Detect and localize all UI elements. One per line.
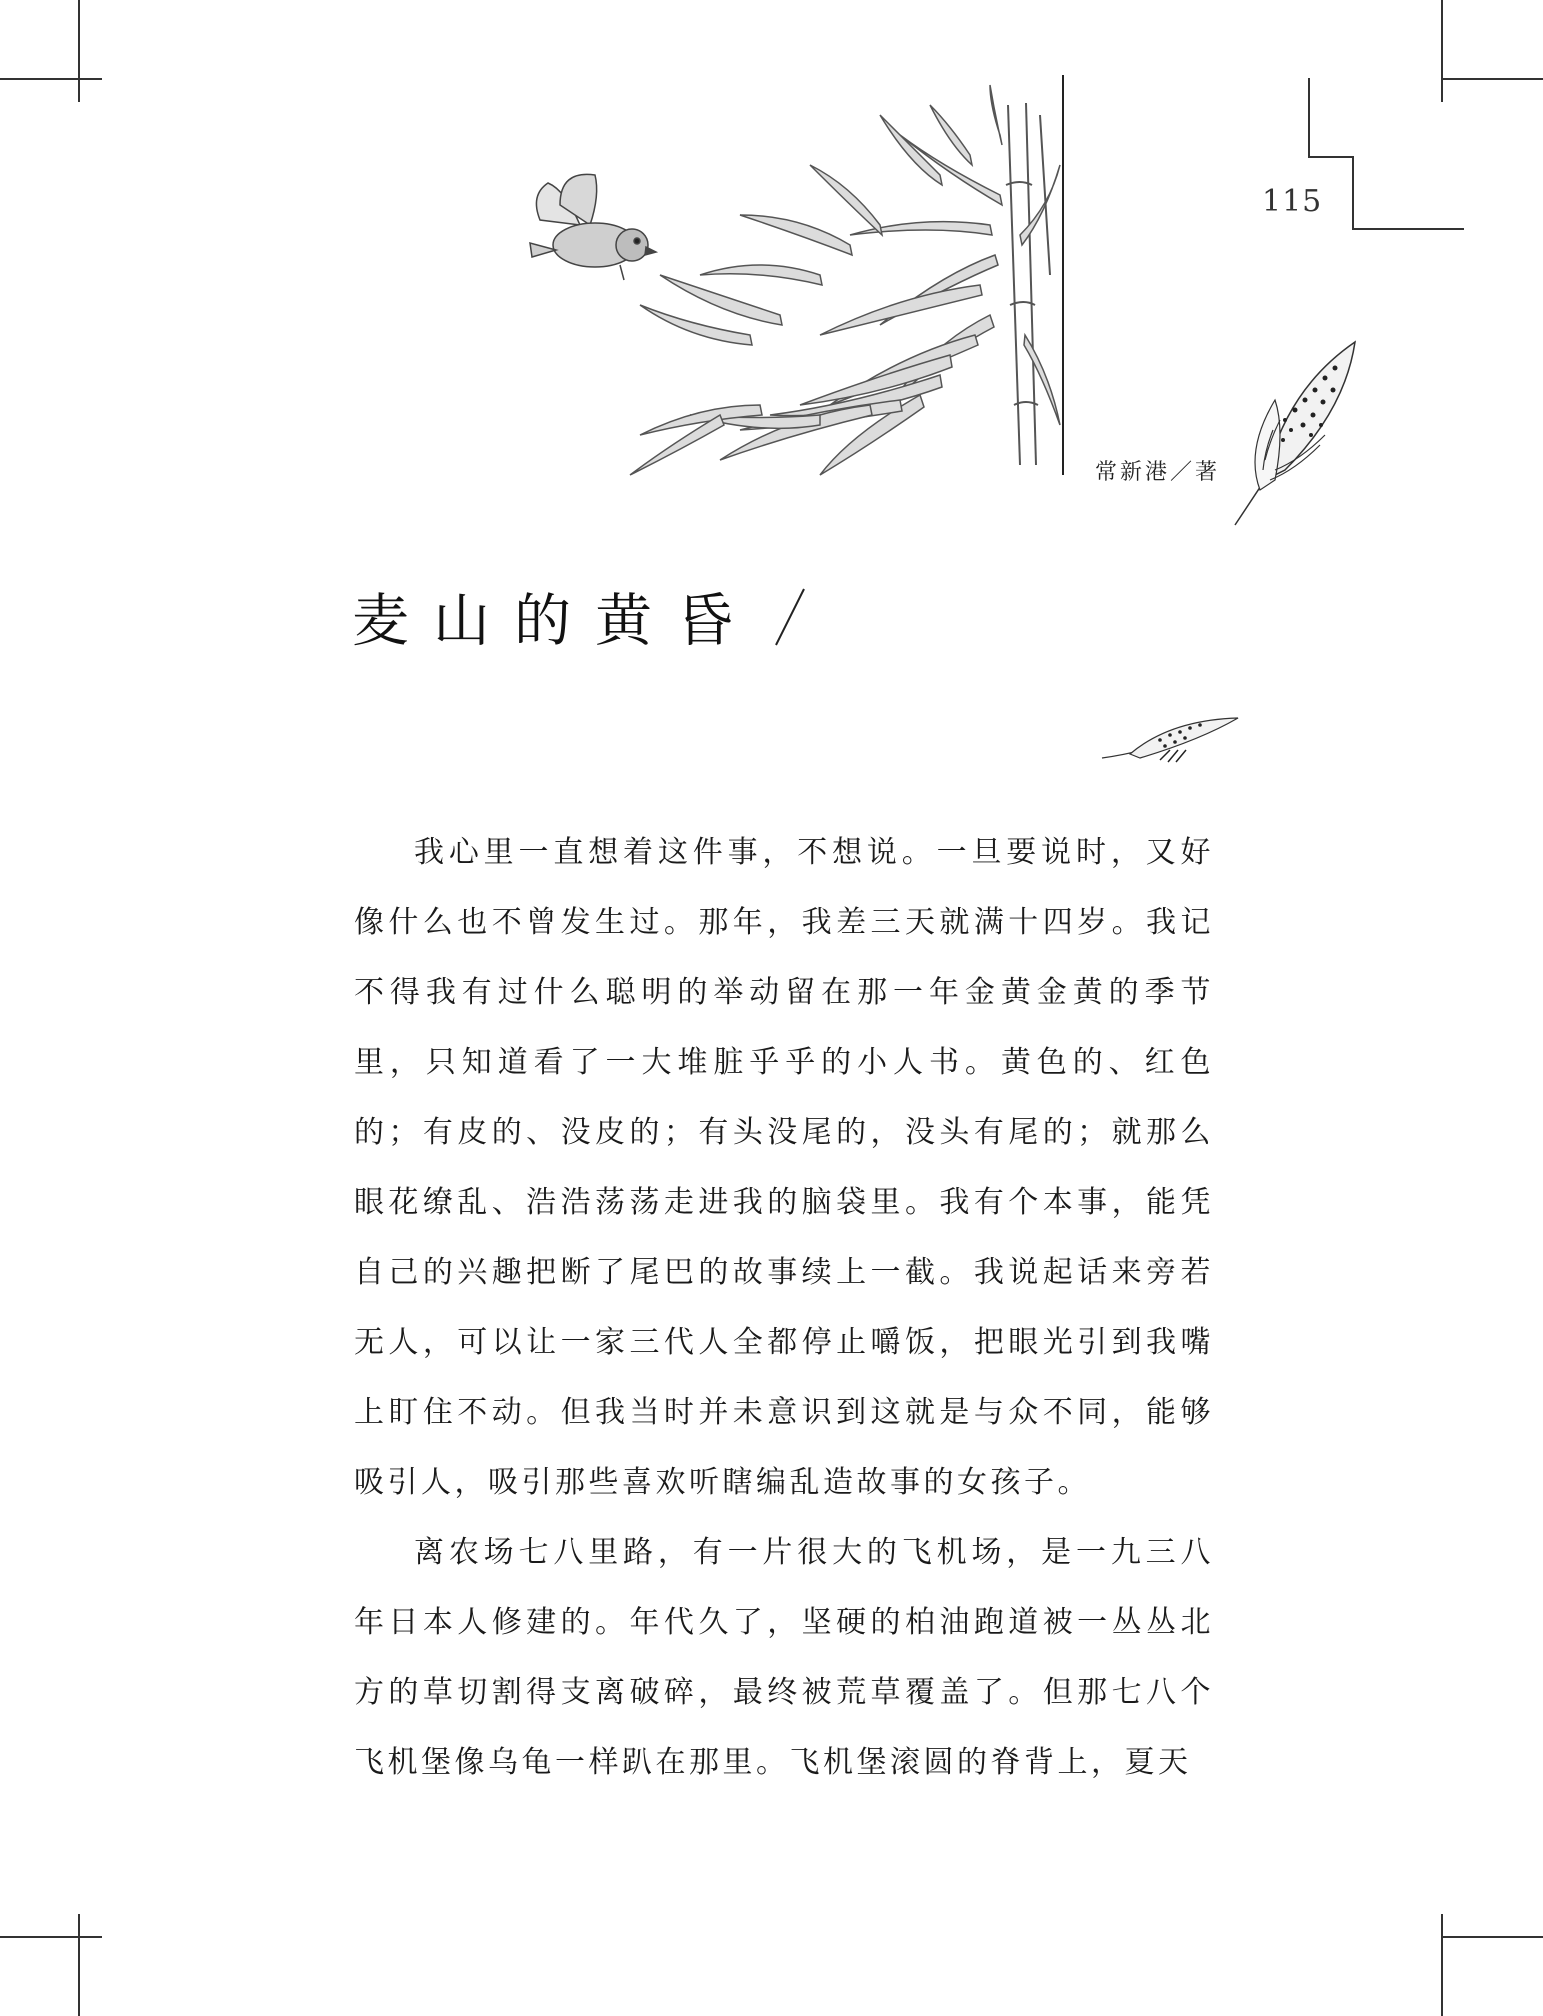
feather-icon: [1225, 330, 1375, 530]
page-number-bracket: [1308, 156, 1354, 158]
page-number-bracket: [1308, 78, 1310, 158]
crop-mark: [1441, 1936, 1543, 1938]
chapter-title: 麦山的黄昏: [352, 588, 757, 654]
page-number-bracket: [1352, 228, 1464, 230]
bird-bamboo-illustration: [520, 75, 1080, 515]
crop-mark: [78, 0, 80, 102]
crop-mark: [78, 1914, 80, 2016]
crop-mark: [1441, 0, 1443, 102]
feather-icon: [1100, 710, 1240, 770]
title-slash-decoration: [770, 585, 810, 649]
page-number: 115: [1262, 184, 1323, 219]
paragraph: 离农场七八里路，有一片很大的飞机场，是一九三八年日本人修建的。年代久了，坚硬的柏油跑道被一丛丛北方的草切割得支离破碎，最终被荒草覆盖了。但那七八个飞机堡像乌龟一样趴在那里。飞机堡滚圆的脊背上，夏天: [354, 1535, 1214, 1780]
crop-mark: [1441, 1914, 1443, 2016]
title-block: [352, 575, 757, 657]
author-credit: 常新港／著: [1095, 460, 1221, 485]
crop-mark: [1441, 78, 1543, 80]
body-text: [354, 818, 1214, 1798]
paragraph: 我心里一直想着这件事，不想说。一旦要说时，又好像什么也不曾发生过。那年，我差三天就满十四岁。我记不得我有过什么聪明的举动留在那一年金黄金黄的季节里，只知道看了一大堆脏乎乎的小人书。黄色的、红色的；有皮的、没皮的；有头没尾的，没头有尾的；就那么眼花缭乱、浩浩荡荡走进我的脑袋里。我有个本事，能凭自己的兴趣把断了尾巴的故事续上一截。我说起话来旁若无人，可以让一家三代人全都停止嚼饭，把眼光引到我嘴上盯住不动。但我当时并未意识到这就是与众不同，能够吸引人，吸引那些喜欢听瞎编乱造故事的女孩子。: [354, 835, 1214, 1500]
crop-mark: [0, 1936, 102, 1938]
crop-mark: [0, 78, 102, 80]
page-number-bracket: [1352, 156, 1354, 230]
